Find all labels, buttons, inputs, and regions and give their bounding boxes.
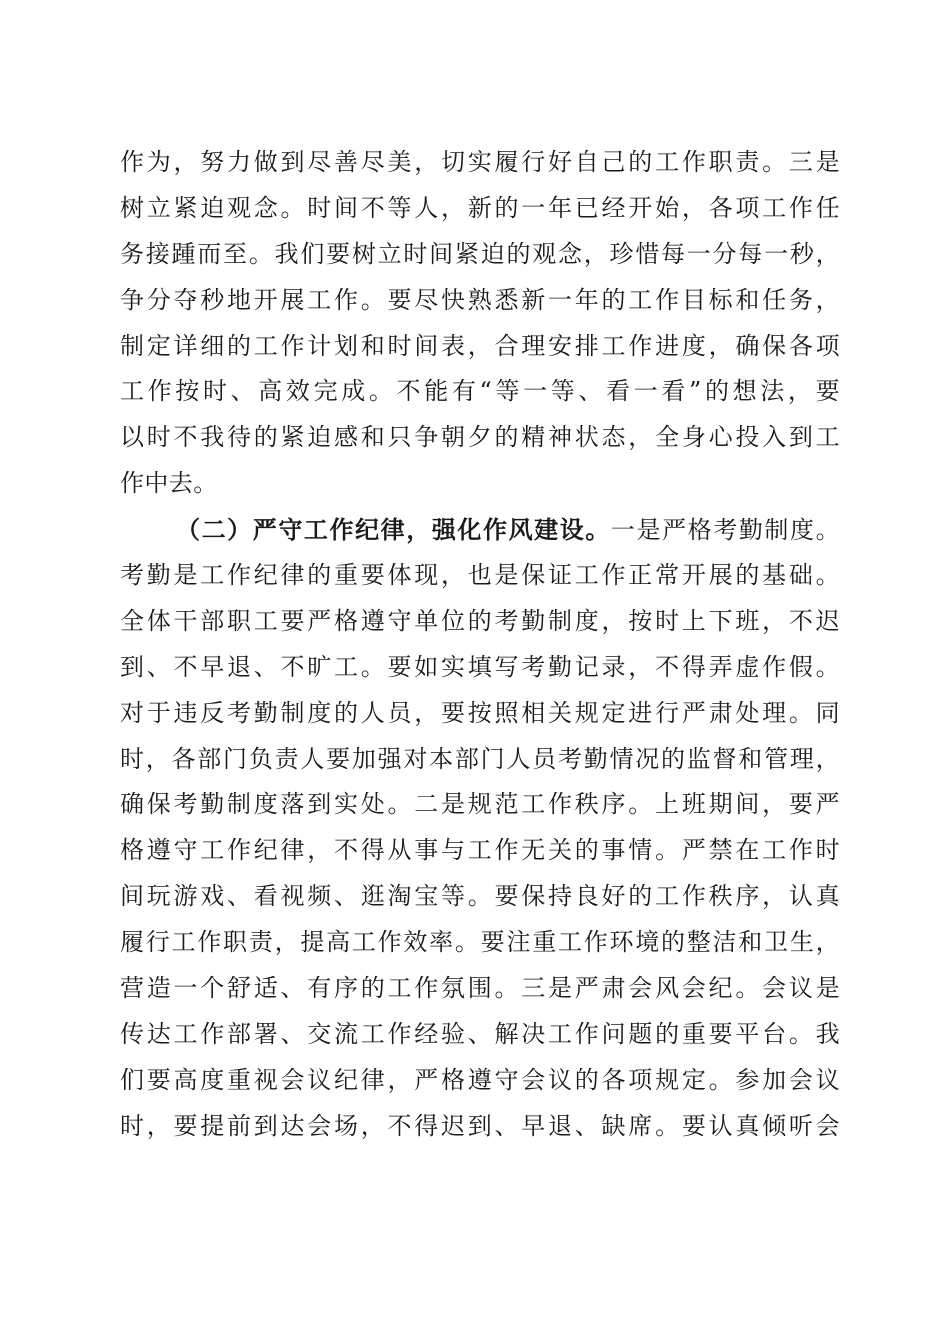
body-text (120, 140, 840, 1150)
text-line: 以时不我待的紧迫感和只争朝夕的精神状态，全身心投入到工 (120, 423, 840, 452)
text-line: 时，要提前到达会场，不得迟到、早退、缺席。要认真倾听会 (120, 1111, 840, 1140)
text-line: 考勤是工作纪律的重要体现，也是保证工作正常开展的基础。 (120, 561, 840, 590)
text-line: 争分夺秒地开展工作。要尽快熟悉新一年的工作目标和任务， (120, 285, 840, 314)
text-line: 时，各部门负责人要加强对本部门人员考勤情况的监督和管理， (120, 744, 840, 773)
text-line: 作中去。 (120, 469, 218, 498)
section-heading: （二）严守工作纪律，强化作风建设。 (176, 515, 611, 545)
text-line: 树立紧迫观念。时间不等人，新的一年已经开始，各项工作任 (120, 193, 840, 222)
text-line: 格遵守工作纪律，不得从事与工作无关的事情。严禁在工作时 (120, 836, 840, 865)
text-line: 间玩游戏、看视频、逛淘宝等。要保持良好的工作秩序，认真 (120, 882, 840, 911)
section-heading-line (120, 507, 840, 553)
text-line: 们要高度重视会议纪律，严格遵守会议的各项规定。参加会议 (120, 1065, 840, 1094)
text-line: 全体干部职工要严格遵守单位的考勤制度，按时上下班，不迟 (120, 606, 840, 635)
text-line: 工作按时、高效完成。不能有“等一等、看一看”的想法，要 (120, 377, 840, 406)
text-line: 确保考勤制度落到实处。二是规范工作秩序。上班期间，要严 (120, 790, 840, 819)
text-line: 对于违反考勤制度的人员，要按照相关规定进行严肃处理。同 (120, 698, 840, 727)
text-line: 制定详细的工作计划和时间表，合理安排工作进度，确保各项 (120, 331, 840, 360)
text-line: 传达工作部署、交流工作经验、解决工作问题的重要平台。我 (120, 1019, 840, 1048)
text-line: 务接踵而至。我们要树立时间紧迫的观念，珍惜每一分每一秒， (120, 239, 840, 268)
text-line: 营造一个舒适、有序的工作氛围。三是严肃会风会纪。会议是 (120, 974, 840, 1003)
text-line: 履行工作职责，提高工作效率。要注重工作环境的整洁和卫生， (120, 928, 840, 957)
text-line: 作为，努力做到尽善尽美，切实履行好自己的工作职责。三是 (120, 148, 840, 176)
text-line: 到、不早退、不旷工。要如实填写考勤记录，不得弄虚作假。 (120, 652, 840, 681)
section-heading-rest: 一是严格考勤制度。 (610, 516, 840, 545)
